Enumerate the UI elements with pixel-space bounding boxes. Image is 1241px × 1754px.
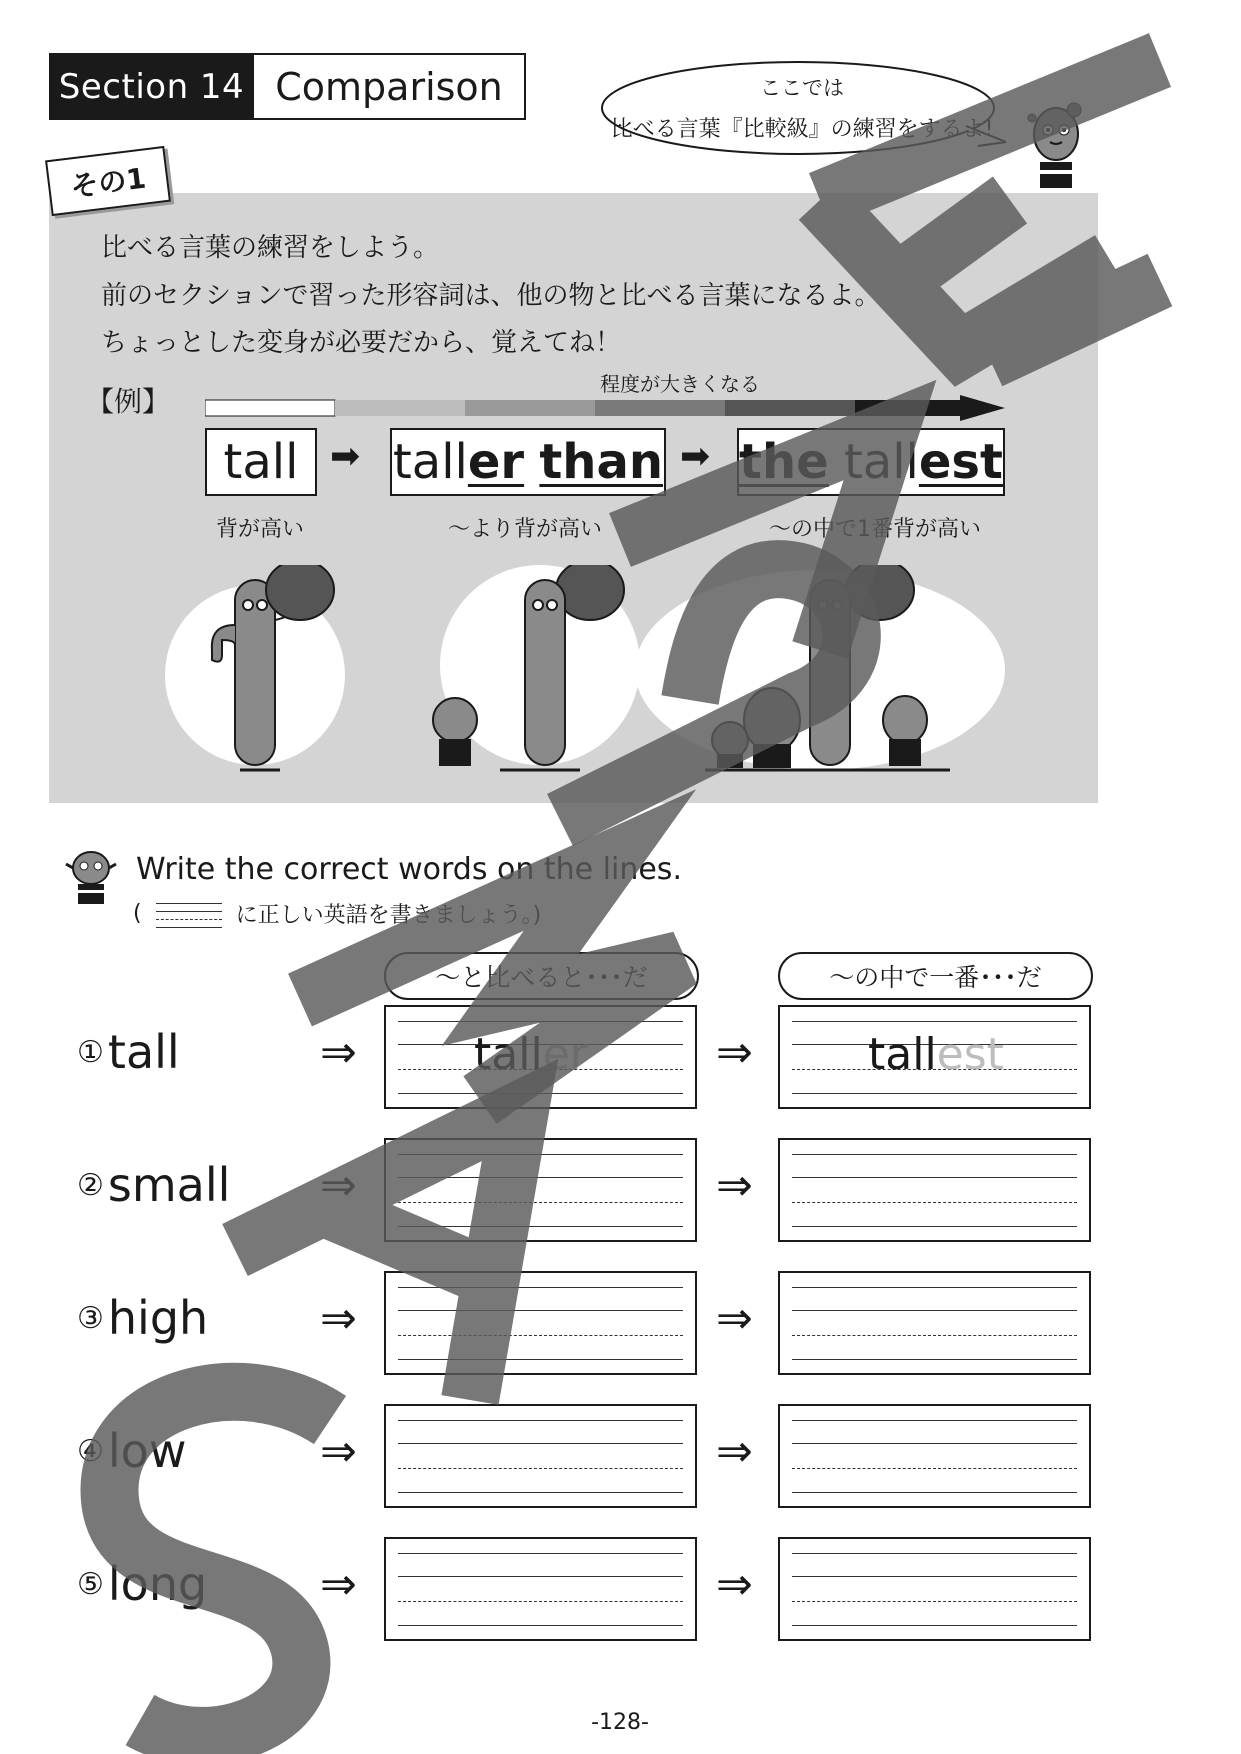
writing-guide-line	[792, 1335, 1077, 1336]
example-answer	[868, 1029, 1004, 1080]
arrow-to-comparative-icon: ⇒	[320, 1160, 357, 1211]
example-answer	[474, 1029, 588, 1080]
comparative-answer-box[interactable]	[384, 1537, 697, 1641]
exercise-word	[77, 1424, 186, 1478]
writing-guide-line	[398, 1154, 683, 1155]
writing-guide-line	[792, 1021, 1077, 1022]
writing-guide-line	[398, 1468, 683, 1469]
comparative-answer-box[interactable]	[384, 1404, 697, 1508]
arrow-to-comparative-icon: ⇒	[320, 1559, 357, 1610]
writing-guide-line	[398, 1420, 683, 1421]
writing-guide-line	[792, 1443, 1077, 1444]
writing-guide-line	[398, 1202, 683, 1203]
writing-guide-line	[398, 1021, 683, 1022]
answer-stem: tall	[868, 1029, 937, 1080]
instruction-japanese: に正しい英語を書きましょう。)	[235, 903, 542, 928]
writing-guide-line	[398, 1287, 683, 1288]
writing-guide-line	[792, 1202, 1077, 1203]
arrow-to-comparative-icon: ⇒	[320, 1027, 357, 1078]
writing-guide-line	[792, 1625, 1077, 1626]
exercise-word	[77, 1025, 180, 1079]
writing-guide-line	[792, 1553, 1077, 1554]
writing-guide-line	[398, 1576, 683, 1577]
writing-guide-line	[792, 1310, 1077, 1311]
superlative-answer-box[interactable]	[778, 1537, 1091, 1641]
writing-guide-line	[398, 1177, 683, 1178]
writing-guide-line	[792, 1287, 1077, 1288]
comparative-stem: tall	[392, 434, 468, 490]
intro-line-2: 前のセクションで習った形容詞は、他の物と比べる言葉になるよ。	[101, 281, 881, 311]
comparative-box	[390, 428, 666, 496]
comparative-answer-box[interactable]	[384, 1138, 697, 1242]
caption-comparative: ～より背が高い	[447, 517, 602, 542]
base-word: tall	[223, 434, 299, 490]
arrow-to-comparative-icon: ⇒	[320, 1293, 357, 1344]
writing-guide-line	[792, 1154, 1077, 1155]
writing-guide-line	[792, 1601, 1077, 1602]
writing-guide-line	[792, 1420, 1077, 1421]
writing-guide-line	[398, 1310, 683, 1311]
writing-lines-icon	[148, 899, 230, 929]
base-adjective: tall	[107, 1025, 180, 1079]
writing-guide-line	[398, 1226, 683, 1227]
cactus-mascot-icon	[1020, 100, 1092, 192]
superlative-answer-box[interactable]	[778, 1271, 1091, 1375]
writing-guide-line	[398, 1553, 683, 1554]
part-tag: その1	[45, 146, 171, 216]
degree-label: 程度が大きくなる	[600, 372, 760, 396]
writing-guide-line	[398, 1359, 683, 1360]
item-number: ③	[77, 1300, 104, 1336]
comparative-than: than	[539, 434, 664, 490]
comparative-answer-box[interactable]	[384, 1271, 697, 1375]
instruction-english: Write the correct words on the lines.	[136, 852, 682, 887]
caption-superlative: ～の中で1番背が高い	[769, 517, 981, 542]
cactus-illustration	[160, 565, 1020, 790]
writing-guide-line	[792, 1492, 1077, 1493]
caption-base: 背が高い	[215, 517, 304, 542]
comparative-suffix: er	[467, 434, 525, 490]
base-adjective: small	[107, 1158, 231, 1212]
writing-guide-line	[398, 1601, 683, 1602]
writing-guide-line	[792, 1359, 1077, 1360]
exercise-word	[77, 1158, 230, 1212]
superlative-answer-box[interactable]	[778, 1005, 1091, 1109]
arrow-to-superlative-icon: ⇒	[716, 1160, 753, 1211]
instruction-paren: (	[133, 901, 142, 926]
item-number: ②	[77, 1167, 104, 1203]
section-title: Comparison	[254, 53, 526, 120]
superlative-stem: tall	[843, 434, 919, 490]
example-label: 【例】	[86, 385, 171, 418]
answer-stem: tall	[474, 1029, 543, 1080]
arrow-to-superlative-icon: ⇒	[716, 1559, 753, 1610]
item-number: ④	[77, 1433, 104, 1469]
writing-guide-line	[792, 1226, 1077, 1227]
superlative-answer-box[interactable]	[778, 1138, 1091, 1242]
arrow-to-superlative-icon: ⇒	[716, 1426, 753, 1477]
superlative-column-header: ～の中で一番･･･だ	[778, 952, 1093, 1000]
intro-line-3: ちょっとした変身が必要だから、覚えてね！	[101, 328, 622, 358]
superlative-box	[737, 428, 1005, 496]
page-number: -128-	[591, 1710, 649, 1735]
tracing-hint: er	[542, 1029, 588, 1080]
instruction-japanese-line	[133, 898, 541, 929]
writing-guide-line	[792, 1468, 1077, 1469]
arrow-to-superlative-icon: ⇒	[716, 1027, 753, 1078]
item-number: ①	[77, 1034, 104, 1070]
exercise-word	[77, 1291, 208, 1345]
item-number: ⑤	[77, 1566, 104, 1602]
superlative-suffix: est	[918, 434, 1003, 490]
base-word-box	[205, 428, 317, 496]
tracing-hint: est	[936, 1029, 1004, 1080]
intensity-arrow	[205, 395, 1005, 421]
base-adjective: low	[107, 1424, 187, 1478]
comparative-answer-box[interactable]	[384, 1005, 697, 1109]
base-adjective: high	[107, 1291, 209, 1345]
writing-guide-line	[398, 1335, 683, 1336]
writing-guide-line	[398, 1625, 683, 1626]
writing-guide-line	[792, 1093, 1077, 1094]
writing-guide-line	[792, 1576, 1077, 1577]
intro-line-1: 比べる言葉の練習をしよう。	[101, 233, 440, 263]
arrow-to-superlative-icon: ⇒	[716, 1293, 753, 1344]
writing-guide-line	[398, 1492, 683, 1493]
base-adjective: long	[107, 1557, 208, 1611]
comparative-column-header: ～と比べると･･･だ	[384, 952, 699, 1000]
superlative-the: the	[739, 434, 829, 490]
exercise-word	[77, 1557, 207, 1611]
writing-guide-line	[792, 1177, 1077, 1178]
arrow-right-icon: ➡	[330, 436, 361, 477]
arrow-to-comparative-icon: ⇒	[320, 1426, 357, 1477]
writing-guide-line	[398, 1443, 683, 1444]
writing-guide-line	[398, 1093, 683, 1094]
cactus-mascot-icon	[60, 848, 122, 906]
section-number: Section 14	[49, 53, 254, 120]
superlative-answer-box[interactable]	[778, 1404, 1091, 1508]
bubble-line-2: 比べる言葉『比較級』の練習をするよ!	[610, 117, 994, 142]
arrow-right-icon: ➡	[680, 436, 711, 477]
bubble-line-1: ここでは	[760, 76, 844, 100]
